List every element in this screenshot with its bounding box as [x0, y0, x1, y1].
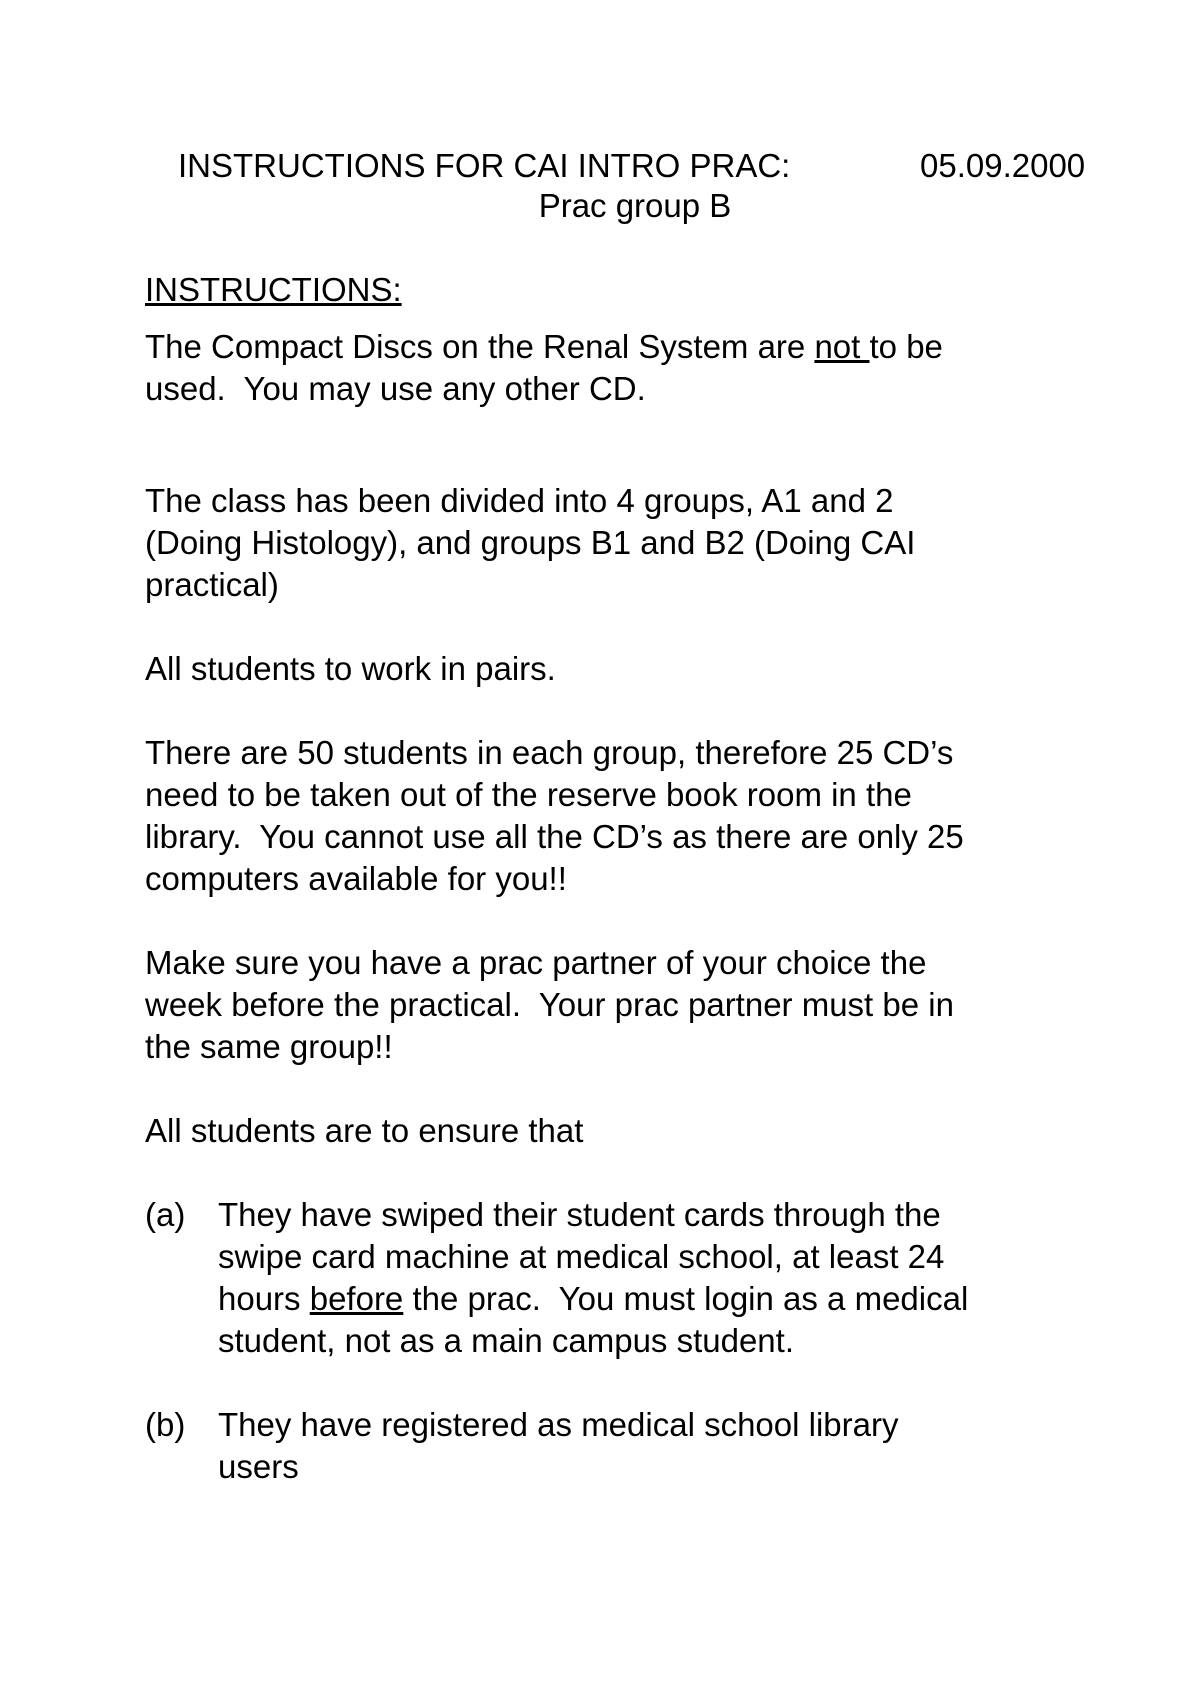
paragraph-line: The class has been divided into 4 groups, A1 and 2	[145, 482, 894, 519]
paragraph-line: All students are to ensure that	[145, 1112, 584, 1149]
list-label: (a)	[145, 1196, 186, 1233]
paragraph-line: the same group!!	[145, 1028, 393, 1065]
paragraph-line: need to be taken out of the reserve book room in the	[145, 776, 912, 813]
list-item-body	[218, 1194, 1188, 1362]
paragraph-groups	[145, 480, 1185, 606]
paragraph-prac-partner	[145, 942, 1185, 1068]
document-title: INSTRUCTIONS FOR CAI INTRO PRAC:	[178, 147, 791, 184]
paragraph-line: week before the practical. Your prac partner must be in	[145, 986, 954, 1023]
document-subtitle: Prac group B	[538, 187, 732, 224]
list-line: They have registered as medical school library	[218, 1406, 899, 1443]
list-line: They have swiped their student cards through the	[218, 1196, 941, 1233]
text-run: to be	[869, 328, 943, 365]
paragraph-ensure	[145, 1110, 1185, 1152]
underlined-word: before	[309, 1280, 404, 1317]
paragraph-line: used. You may use any other CD.	[145, 370, 646, 407]
paragraph-line: library. You cannot use all the CD’s as there are only 25	[145, 818, 964, 855]
paragraph-line: (Doing Histology), and groups B1 and B2 (Doing CAI	[145, 524, 916, 561]
paragraph-line: practical)	[145, 566, 279, 603]
text-run: the prac. You must login as a medical	[403, 1280, 969, 1317]
document-date: 05.09.2000	[920, 147, 1086, 184]
paragraph-line: computers available for you!!	[145, 860, 567, 897]
paragraph-line: There are 50 students in each group, therefore 25 CD’s	[145, 734, 954, 771]
paragraph-line: All students to work in pairs.	[145, 650, 556, 687]
text-run: hours	[218, 1280, 310, 1317]
list-line: student, not as a main campus student.	[218, 1322, 795, 1359]
list-line: users	[218, 1448, 299, 1485]
paragraph-line: Make sure you have a prac partner of your choice the	[145, 944, 927, 981]
list-item-body	[218, 1404, 1188, 1488]
list-line: swipe card machine at medical school, at least 24	[218, 1238, 945, 1275]
paragraph-line	[145, 326, 1185, 368]
paragraph-students-count	[145, 732, 1185, 900]
paragraph-compact-discs	[145, 326, 1185, 410]
text-run: The Compact Discs on the Renal System are	[145, 328, 815, 365]
list-line	[218, 1278, 1188, 1320]
underlined-word: not	[814, 328, 870, 365]
paragraph-pairs	[145, 648, 1185, 690]
list-label: (b)	[145, 1406, 186, 1443]
instructions-heading: INSTRUCTIONS:	[145, 271, 402, 308]
